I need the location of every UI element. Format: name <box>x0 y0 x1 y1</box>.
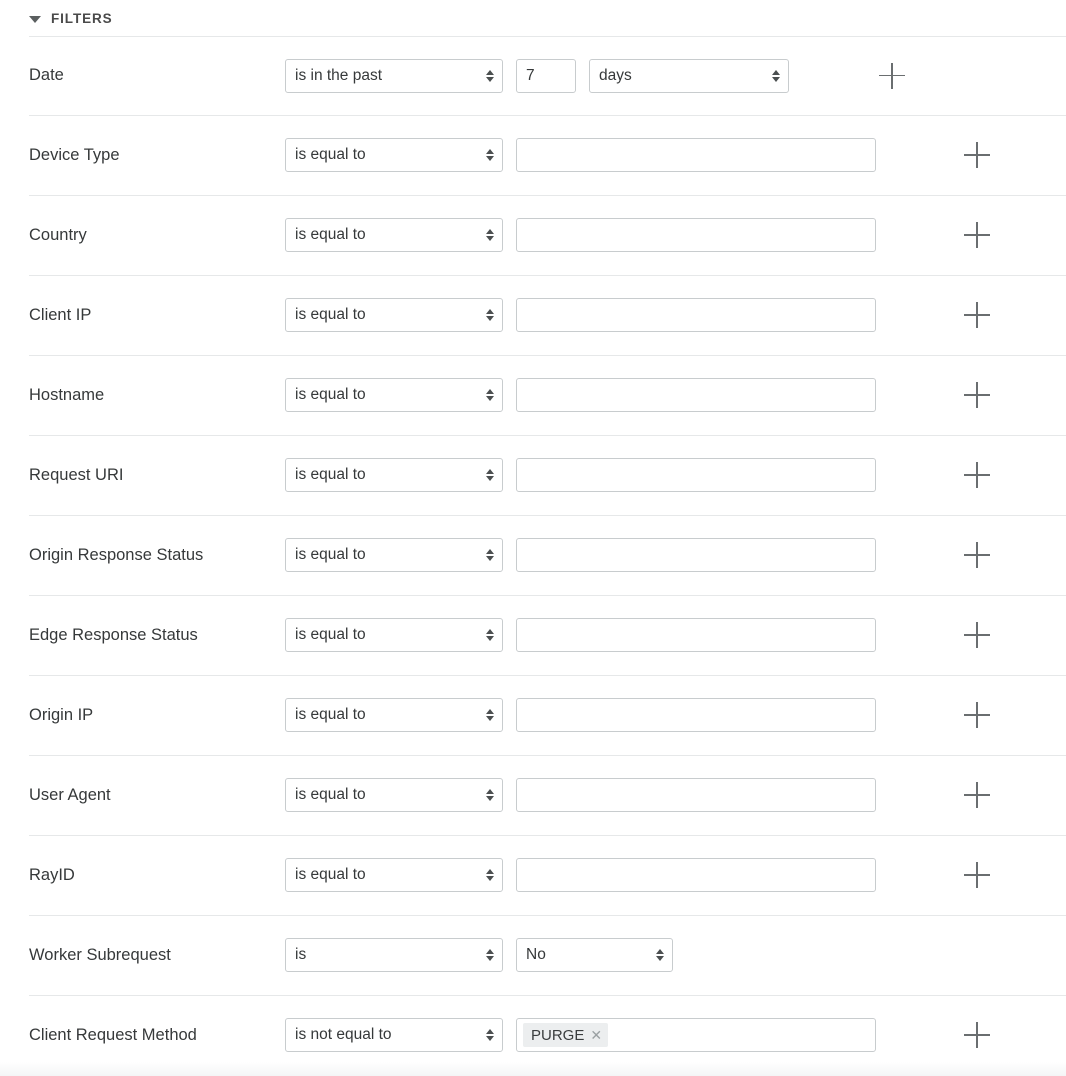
value-input-country[interactable] <box>516 218 876 252</box>
add-filter-button[interactable] <box>964 1022 990 1048</box>
operator-select-client-ip[interactable] <box>285 298 503 332</box>
token-label: PURGE <box>531 1026 585 1044</box>
add-filter-button[interactable] <box>964 862 990 888</box>
table-row <box>29 436 1066 516</box>
table-row <box>29 596 1066 676</box>
duration-number-input[interactable] <box>516 59 576 93</box>
operator-select-wrap <box>285 1018 503 1052</box>
filter-controls <box>285 538 1056 572</box>
table-row <box>29 836 1066 916</box>
duration-unit-select[interactable] <box>589 59 789 93</box>
filter-label: Origin IP <box>29 705 94 724</box>
operator-select-wrap <box>285 59 503 93</box>
filter-controls <box>285 59 1056 93</box>
filter-controls <box>285 378 1056 412</box>
filter-controls <box>285 138 1056 172</box>
boolean-select-wrap <box>516 938 673 972</box>
filter-label: RayID <box>29 865 75 884</box>
operator-select-wrap <box>285 458 503 492</box>
table-row <box>29 356 1066 436</box>
operator-select-edge-response-status[interactable] <box>285 618 503 652</box>
filter-label: Worker Subrequest <box>29 945 171 964</box>
add-filter-button[interactable] <box>964 542 990 568</box>
value-input-client-ip[interactable] <box>516 298 876 332</box>
filter-controls <box>285 1018 1056 1052</box>
table-row <box>29 116 1066 196</box>
filter-controls <box>285 778 1056 812</box>
close-icon[interactable]: ✕ <box>590 1027 603 1043</box>
add-filter-button[interactable] <box>964 462 990 488</box>
filter-label: Client Request Method <box>29 1025 197 1044</box>
token-input-client-request-method[interactable] <box>516 1018 876 1052</box>
operator-select-date[interactable] <box>285 59 503 93</box>
filter-label: Edge Response Status <box>29 625 198 644</box>
page-title: FILTERS <box>51 11 113 26</box>
table-row <box>29 36 1066 116</box>
filter-controls <box>285 218 1056 252</box>
operator-select-request-uri[interactable] <box>285 458 503 492</box>
operator-select-wrap <box>285 138 503 172</box>
value-input-user-agent[interactable] <box>516 778 876 812</box>
filter-rows <box>0 36 1066 1076</box>
value-input-request-uri[interactable] <box>516 458 876 492</box>
table-row <box>29 676 1066 756</box>
operator-select-wrap <box>285 218 503 252</box>
table-row <box>29 916 1066 996</box>
filter-controls <box>285 298 1056 332</box>
caret-down-icon[interactable] <box>29 16 41 23</box>
operator-select-rayid[interactable] <box>285 858 503 892</box>
filter-label: Client IP <box>29 305 92 324</box>
add-filter-button[interactable] <box>879 63 905 89</box>
table-row <box>29 196 1066 276</box>
filter-label: User Agent <box>29 785 111 804</box>
operator-select-origin-ip[interactable] <box>285 698 503 732</box>
value-input-edge-response-status[interactable] <box>516 618 876 652</box>
add-filter-button[interactable] <box>964 382 990 408</box>
value-input-origin-ip[interactable] <box>516 698 876 732</box>
filter-controls <box>285 618 1056 652</box>
boolean-select-worker-subrequest[interactable] <box>516 938 673 972</box>
value-input-hostname[interactable] <box>516 378 876 412</box>
filter-label: Hostname <box>29 385 105 404</box>
filter-label: Device Type <box>29 145 120 164</box>
token-chip <box>523 1023 608 1047</box>
filter-controls <box>285 938 1056 972</box>
add-filter-button[interactable] <box>964 622 990 648</box>
filter-controls <box>285 858 1056 892</box>
bottom-fade <box>0 1062 1066 1076</box>
operator-select-client-request-method[interactable] <box>285 1018 503 1052</box>
filter-label: Date <box>29 66 64 84</box>
filter-label: Origin Response Status <box>29 545 204 564</box>
operator-select-wrap <box>285 618 503 652</box>
add-filter-button[interactable] <box>964 222 990 248</box>
filter-label: Country <box>29 225 87 244</box>
value-input-device-type[interactable] <box>516 138 876 172</box>
operator-select-wrap <box>285 538 503 572</box>
operator-select-device-type[interactable] <box>285 138 503 172</box>
value-input-rayid[interactable] <box>516 858 876 892</box>
filter-controls <box>285 458 1056 492</box>
add-filter-button[interactable] <box>964 782 990 808</box>
operator-select-wrap <box>285 698 503 732</box>
filter-controls <box>285 698 1056 732</box>
operator-select-hostname[interactable] <box>285 378 503 412</box>
table-row <box>29 756 1066 836</box>
operator-select-wrap <box>285 858 503 892</box>
filter-label: Request URI <box>29 465 124 484</box>
operator-select-origin-response-status[interactable] <box>285 538 503 572</box>
filters-header[interactable] <box>0 0 1066 36</box>
operator-select-user-agent[interactable] <box>285 778 503 812</box>
unit-select-wrap <box>589 59 789 93</box>
operator-select-wrap <box>285 378 503 412</box>
table-row <box>29 516 1066 596</box>
add-filter-button[interactable] <box>964 142 990 168</box>
add-filter-button[interactable] <box>964 702 990 728</box>
table-row <box>29 276 1066 356</box>
operator-select-wrap <box>285 298 503 332</box>
value-input-origin-response-status[interactable] <box>516 538 876 572</box>
operator-select-wrap <box>285 778 503 812</box>
operator-select-country[interactable] <box>285 218 503 252</box>
add-filter-button[interactable] <box>964 302 990 328</box>
operator-select-worker-subrequest[interactable] <box>285 938 503 972</box>
operator-select-wrap <box>285 938 503 972</box>
